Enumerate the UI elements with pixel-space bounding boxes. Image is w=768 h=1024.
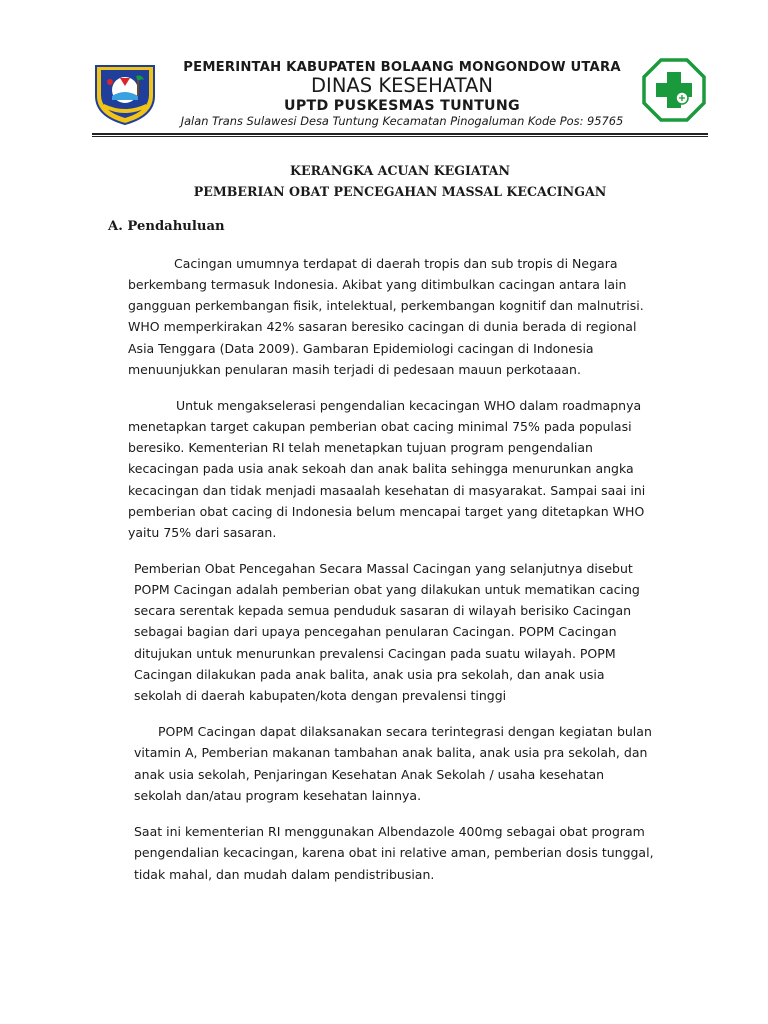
text-line: vitamin A, Pemberian makanan tambahan anak balita, anak usia pra sekolah, dan xyxy=(134,745,648,760)
text-line: Saat ini kementerian RI menggunakan Albendazole 400mg sebagai obat program xyxy=(134,824,645,839)
text-line: Asia Tenggara (Data 2009). Gambaran Epidemiologi cacingan di Indonesia xyxy=(128,341,594,356)
text-line: tidak mahal, dan mudah dalam pendistribusian. xyxy=(134,867,435,882)
letterhead-unit: UPTD PUSKESMAS TUNTUNG xyxy=(284,98,520,114)
text-line: yaitu 75% dari sasaran. xyxy=(128,525,277,540)
text-line: Untuk mengakselerasi pengendalian kecacingan WHO dalam roadmapnya xyxy=(176,398,642,413)
letterhead-government: PEMERINTAH KABUPATEN BOLAANG MONGONDOW UTARA xyxy=(183,60,621,75)
text-line: POPM Cacingan adalah pemberian obat yang dilakukan untuk mematikan cacing xyxy=(134,582,640,597)
text-line: POPM Cacingan dapat dilaksanakan secara terintegrasi dengan kegiatan bulan xyxy=(158,724,652,739)
document-subtitle: PEMBERIAN OBAT PENCEGAHAN MASSAL KECACINGAN xyxy=(193,184,607,199)
text-line: sebagai bagian dari upaya pencegahan penularan Cacingan. POPM Cacingan xyxy=(134,624,617,639)
letterhead-address: Jalan Trans Sulawesi Desa Tuntung Kecamatan Pinogaluman Kode Pos: 95765 xyxy=(180,114,624,128)
text-line: secara serentak kepada semua penduduk sasaran di wilayah berisiko Cacingan xyxy=(134,603,632,618)
section-heading: A. Pendahuluan xyxy=(108,219,225,234)
text-line: WHO memperkirakan 42% sasaran beresiko cacingan di dunia berada di regional xyxy=(128,319,637,334)
puskesmas-green-cross-icon xyxy=(642,58,706,122)
letterhead-rule-thin xyxy=(92,136,708,137)
text-line: sekolah dan/atau program kesehatan lainnya. xyxy=(134,788,422,803)
text-line: gangguan perkembangan fisik, intelektual, perkembangan kognitif dan malnutrisi. xyxy=(128,298,644,313)
text-line: Cacingan dilakukan pada anak balita, anak usia pra sekolah, dan anak usia xyxy=(134,667,605,682)
text-line: pemberian obat cacing di Indonesia belum mencapai target yang ditetapkan WHO xyxy=(128,504,645,519)
text-line: menetapkan target cakupan pemberian obat cacing minimal 75% pada populasi xyxy=(128,419,632,434)
text-line: sekolah di daerah kabupaten/kota dengan prevalensi tinggi xyxy=(134,688,507,703)
letterhead-department: DINAS KESEHATAN xyxy=(311,74,493,97)
regency-emblem-icon xyxy=(92,60,158,126)
text-line: beresiko. Kementerian RI telah menetapkan tujuan program pengendalian xyxy=(128,440,593,455)
text-line: Cacingan umumnya terdapat di daerah tropis dan sub tropis di Negara xyxy=(174,256,618,271)
text-line: menuunjukkan penularan masih terjadi di pedesaan mauun perkotaaan. xyxy=(128,362,581,377)
text-line: berkembang termasuk Indonesia. Akibat yang ditimbulkan cacingan antara lain xyxy=(128,277,627,292)
text-line: kecacingan dan tidak menjadi masaalah kesehatan di masyarakat. Sampai saai ini xyxy=(128,483,646,498)
letterhead-rule-thick xyxy=(92,133,708,135)
text-line: anak usia sekolah, Penjaringan Kesehatan Anak Sekolah / usaha kesehatan xyxy=(134,767,605,782)
text-line: pengendalian kecacingan, karena obat ini relative aman, pemberian dosis tunggal, xyxy=(134,845,654,860)
text-line: kecacingan pada usia anak sekoah dan anak balita sehingga menurunkan angka xyxy=(128,461,634,476)
text-line: ditujukan untuk menurunkan prevalensi Cacingan pada suatu wilayah. POPM xyxy=(134,646,616,661)
text-line: Pemberian Obat Pencegahan Secara Massal Cacingan yang selanjutnya disebut xyxy=(134,561,633,576)
document-title: KERANGKA ACUAN KEGIATAN xyxy=(290,163,510,178)
